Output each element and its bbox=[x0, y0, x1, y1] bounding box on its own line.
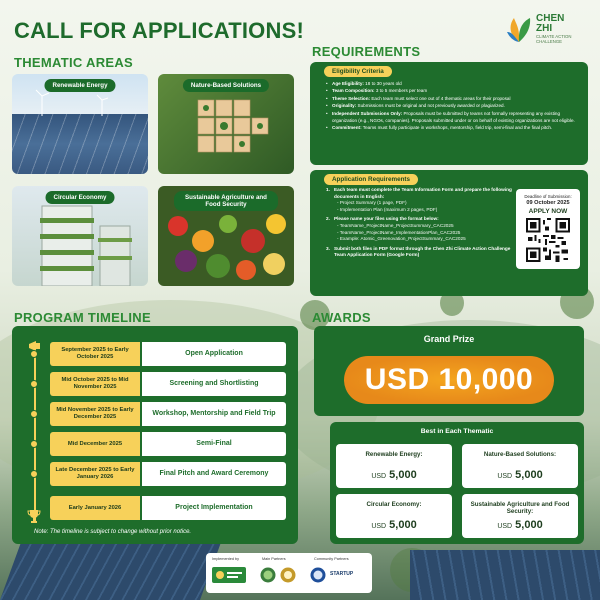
timeline-date: Early January 2026 bbox=[50, 496, 140, 520]
best-thematic-label: Best in Each Thematic bbox=[420, 428, 494, 435]
partner-emblem-icon bbox=[280, 567, 296, 583]
eligibility-item: • Originality: Submissions must be original and not previously awarded or plagiarized. bbox=[326, 102, 578, 109]
eligibility-item: • Independent Submissions Only: Proposals must be submitted by teams not formally representing any existing organization (e.g., NGOs, companies). Proposals submitted under or on behalf of existing organizations are not eligible. bbox=[326, 110, 578, 125]
timeline-dot bbox=[30, 440, 38, 448]
best-thematic-panel bbox=[330, 422, 584, 544]
eligibility-list bbox=[326, 80, 578, 132]
prize-card: Circular Economy: USD 5,000 bbox=[336, 494, 452, 538]
timeline-date: Mid December 2025 bbox=[50, 432, 140, 456]
timeline-row bbox=[50, 496, 286, 520]
tile-label: Nature-Based Solutions bbox=[183, 79, 269, 92]
timeline-heading: PROGRAM TIMELINE bbox=[14, 310, 151, 325]
thematic-grid bbox=[12, 74, 298, 298]
timeline-dot bbox=[30, 380, 38, 388]
application-step: 3. Submit both files in PDF format through the Chen Zhi Climate Action Challenge Team Application Form (Google Form) bbox=[326, 245, 511, 258]
timeline-row bbox=[50, 342, 286, 366]
tile-circular-economy bbox=[12, 186, 148, 286]
thematic-heading: THEMATIC AREAS bbox=[14, 55, 134, 70]
partner-seal-icon bbox=[260, 567, 276, 583]
timeline-note: Note: The timeline is subject to change without prior notice. bbox=[34, 529, 192, 535]
application-step: 2. Please name your files using the format below: - TeamName_ProjectName_ProjectSummary_CAC2025 - TeamName_ProjectName_ImplementationPlan_CAC2025 - Example: Atomic_Greenovation_ProjectSummary_CAC2025 bbox=[326, 216, 466, 242]
application-step: 1. Each team must complete the Team Information Form and prepare the following documents in English: - Project Summary (1 page, PDF) - Implementation Plan (maximum 2 pages, PDF) bbox=[326, 187, 512, 212]
community-partners-label: Community Partners bbox=[314, 557, 349, 561]
tile-renewable-energy bbox=[12, 74, 148, 174]
apply-card[interactable] bbox=[516, 189, 580, 269]
eligibility-item: • Team Composition: 3 to 5 members per team bbox=[326, 87, 578, 94]
timeline-event: Screening and Shortlisting bbox=[142, 372, 286, 396]
trophy-icon bbox=[26, 508, 42, 524]
eligibility-item: • Theme Selection: Each team must select one out of 4 thematic areas for their proposal bbox=[326, 95, 578, 102]
prize-card: Renewable Energy: USD 5,000 bbox=[336, 444, 452, 488]
grand-prize-label: Grand Prize bbox=[423, 334, 475, 344]
application-pill: Application Requirements bbox=[324, 174, 418, 185]
logo-sub-2: CHALLENGE bbox=[536, 39, 563, 44]
timeline-date: Mid October 2025 to Mid November 2025 bbox=[50, 372, 140, 396]
prize-card: Nature-Based Solutions: USD 5,000 bbox=[462, 444, 578, 488]
awards-heading: AWARDS bbox=[312, 310, 371, 325]
implementer-logo-icon bbox=[212, 567, 246, 583]
timeline-event: Open Application bbox=[142, 342, 286, 366]
timeline-event: Workshop, Mentorship and Field Trip bbox=[142, 402, 286, 426]
timeline-dot bbox=[30, 470, 38, 478]
tile-sustainable-agriculture bbox=[158, 186, 294, 286]
logo-name-1: CHEN bbox=[536, 13, 565, 24]
timeline-event: Project Implementation bbox=[142, 496, 286, 520]
timeline-event: Final Pitch and Award Ceremony bbox=[142, 462, 286, 486]
qr-code-icon[interactable] bbox=[526, 218, 570, 262]
requirements-heading: REQUIREMENTS bbox=[312, 44, 421, 59]
eligibility-item: • Commitment: Teams must fully participate in workshops, mentorship, field trip, semi-final and the final pitch. bbox=[326, 124, 578, 131]
main-partners-label: Main Partners bbox=[262, 557, 286, 561]
prize-card: Sustainable Agriculture and Food Security: USD 5,000 bbox=[462, 494, 578, 538]
timeline-date: September 2025 to Early October 2025 bbox=[50, 342, 140, 366]
partners-bar bbox=[206, 553, 372, 593]
timeline-panel bbox=[12, 326, 298, 544]
timeline-row bbox=[50, 432, 286, 456]
implemented-by-label: Implemented by bbox=[212, 557, 240, 561]
timeline-row bbox=[50, 372, 286, 396]
timeline-row bbox=[50, 462, 286, 486]
tile-nature-based bbox=[158, 74, 294, 174]
awards-section bbox=[310, 326, 588, 544]
application-panel bbox=[310, 170, 588, 296]
tile-label: Renewable Energy bbox=[44, 79, 115, 92]
timeline-date: Late December 2025 to Early January 2026 bbox=[50, 462, 140, 486]
startup-logo: STARTUP bbox=[330, 571, 354, 577]
grand-prize-panel bbox=[314, 326, 584, 416]
application-steps bbox=[326, 187, 512, 262]
timeline-event: Semi-Final bbox=[142, 432, 286, 456]
tile-label: Circular Economy bbox=[46, 191, 115, 204]
timeline-line bbox=[34, 346, 36, 522]
community-seal-icon bbox=[310, 567, 326, 583]
eligibility-item: • Age Eligibility: 18 to 30 years old bbox=[326, 80, 578, 87]
timeline-dot bbox=[30, 410, 38, 418]
eligibility-panel bbox=[310, 62, 588, 165]
leaf-logo-icon bbox=[506, 14, 532, 44]
page-title: CALL FOR APPLICATIONS! bbox=[14, 18, 304, 43]
apply-now-button[interactable]: APPLY NOW bbox=[528, 208, 568, 215]
logo-sub-1: CLIMATE ACTION bbox=[536, 34, 572, 39]
timeline-date: Mid November 2025 to Early December 2025 bbox=[50, 402, 140, 426]
timeline-dot bbox=[30, 350, 38, 358]
eligibility-pill: Eligibility Criteria bbox=[324, 66, 392, 77]
deadline: Deadline of Submission: 09 October 2025 bbox=[524, 194, 572, 206]
timeline-row bbox=[50, 402, 286, 426]
logo-name-2: ZHI bbox=[536, 23, 553, 34]
chenzhi-logo bbox=[506, 10, 586, 50]
grand-prize-value: USD 10,000 bbox=[344, 356, 554, 404]
tile-label: Sustainable Agriculture and Food Security bbox=[174, 191, 278, 211]
